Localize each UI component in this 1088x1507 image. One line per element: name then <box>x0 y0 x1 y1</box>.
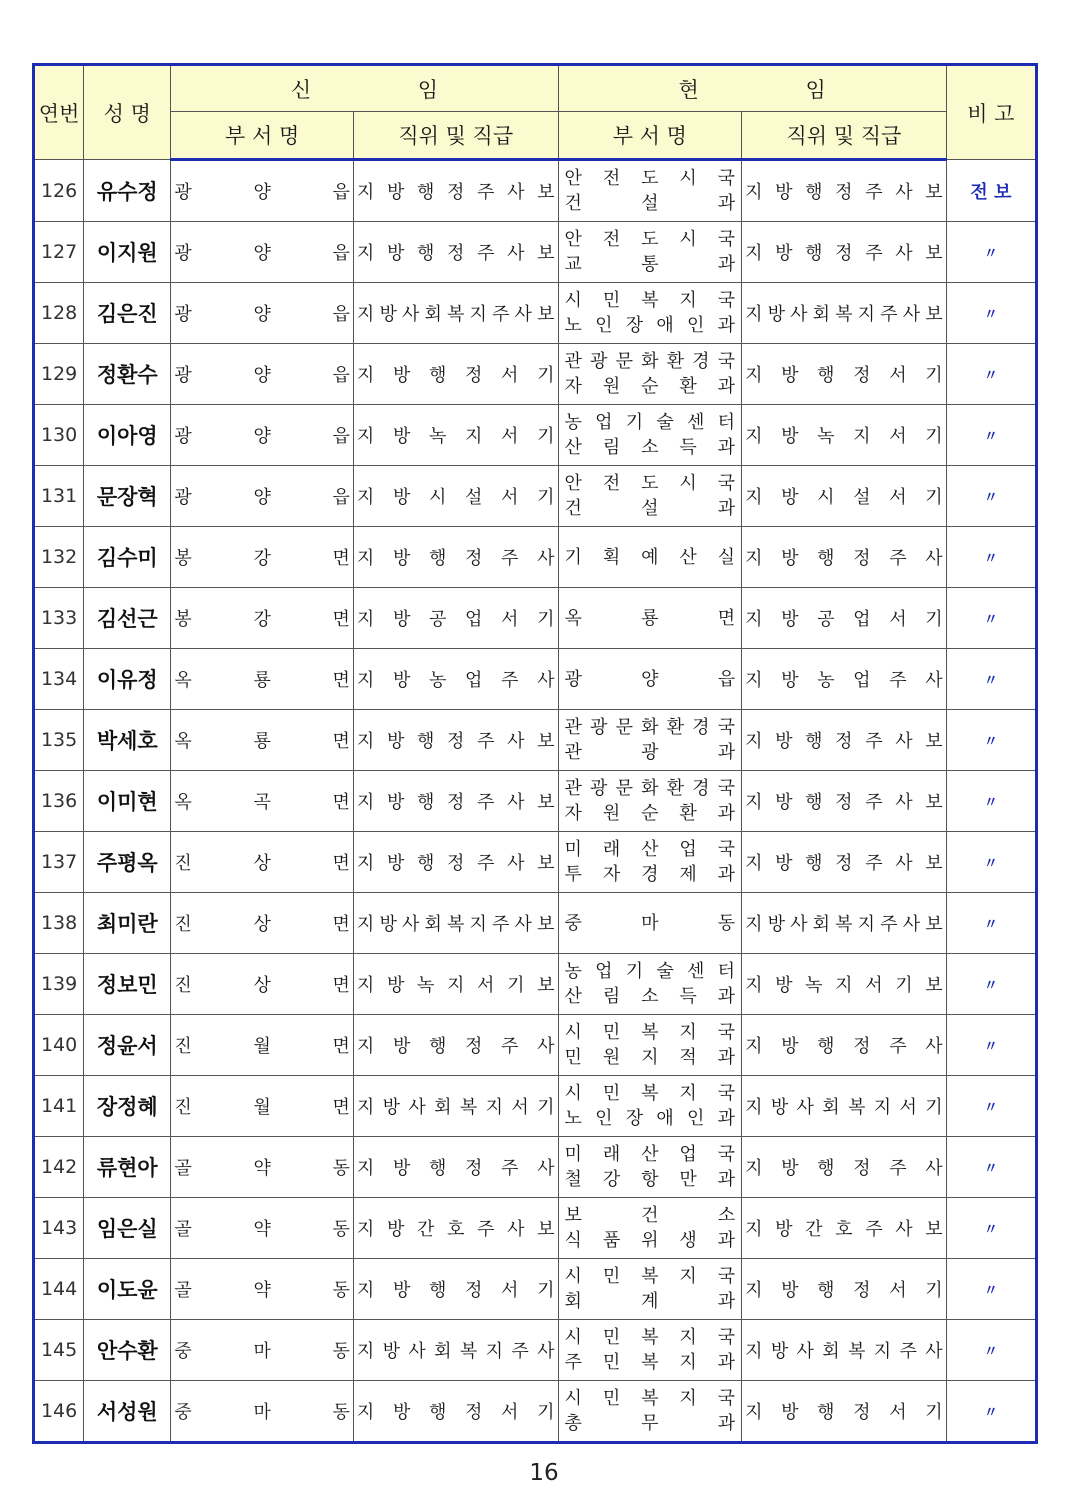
new-position: 지 방 간 호 주 사 보 <box>353 1198 558 1259</box>
current-department: 옥 룡 면 <box>558 588 742 649</box>
table-row <box>34 283 1037 344</box>
current-department: 기 획 예 산 실 <box>558 527 742 588</box>
header-new-dept: 부 서 명 <box>171 112 354 160</box>
new-department: 골 약 동 <box>171 1137 354 1198</box>
new-position: 지 방 녹 지 서 기 보 <box>353 954 558 1015</box>
header-no: 연번 <box>34 65 84 160</box>
person-name: 이미현 <box>84 771 171 832</box>
new-position: 지 방 행 정 주 사 보 <box>353 222 558 283</box>
table-row <box>34 710 1037 771</box>
current-department: 중 마 동 <box>558 893 742 954</box>
new-position: 지 방 사 회 복 지 주 사 보 <box>353 893 558 954</box>
current-position: 지 방 사 회 복 지 주 사 <box>742 1320 947 1381</box>
row-number: 146 <box>34 1381 84 1443</box>
current-department: 광 양 읍 <box>558 649 742 710</box>
note: 〃 <box>946 771 1036 832</box>
note: 〃 <box>946 710 1036 771</box>
current-position: 지 방 녹 지 서 기 보 <box>742 954 947 1015</box>
note: 〃 <box>946 1259 1036 1320</box>
header-current-dept: 부 서 명 <box>558 112 742 160</box>
row-number: 141 <box>34 1076 84 1137</box>
note: 〃 <box>946 1015 1036 1076</box>
note: 〃 <box>946 405 1036 466</box>
row-number: 129 <box>34 344 84 405</box>
current-position: 지 방 행 정 서 기 <box>742 344 947 405</box>
row-number: 127 <box>34 222 84 283</box>
new-position: 지 방 사 회 복 지 서 기 <box>353 1076 558 1137</box>
new-position: 지 방 행 정 주 사 <box>353 1137 558 1198</box>
table-row <box>34 771 1037 832</box>
person-name: 문장혁 <box>84 466 171 527</box>
current-department: 안 전 도 시 국 교 통 과 <box>558 222 742 283</box>
current-department: 안 전 도 시 국 건 설 과 <box>558 466 742 527</box>
person-name: 김선근 <box>84 588 171 649</box>
current-position: 지 방 행 정 주 사 <box>742 1015 947 1076</box>
note: 〃 <box>946 954 1036 1015</box>
current-position: 지 방 행 정 주 사 <box>742 1137 947 1198</box>
row-number: 131 <box>34 466 84 527</box>
table-row <box>34 1015 1037 1076</box>
table-row <box>34 344 1037 405</box>
current-position: 지 방 행 정 주 사 보 <box>742 222 947 283</box>
note: 〃 <box>946 344 1036 405</box>
new-department: 옥 룡 면 <box>171 649 354 710</box>
new-department: 광 양 읍 <box>171 160 354 222</box>
person-name: 이지원 <box>84 222 171 283</box>
new-department: 광 양 읍 <box>171 405 354 466</box>
current-position: 지 방 행 정 주 사 보 <box>742 710 947 771</box>
new-position: 지 방 행 정 주 사 보 <box>353 160 558 222</box>
table-row <box>34 649 1037 710</box>
new-department: 옥 룡 면 <box>171 710 354 771</box>
current-position: 지 방 녹 지 서 기 <box>742 405 947 466</box>
new-department: 광 양 읍 <box>171 222 354 283</box>
note: 〃 <box>946 222 1036 283</box>
header-note: 비 고 <box>946 65 1036 160</box>
new-department: 광 양 읍 <box>171 283 354 344</box>
table-row <box>34 954 1037 1015</box>
person-name: 류현아 <box>84 1137 171 1198</box>
row-number: 132 <box>34 527 84 588</box>
new-position: 지 방 행 정 서 기 <box>353 1259 558 1320</box>
row-number: 133 <box>34 588 84 649</box>
note: 〃 <box>946 588 1036 649</box>
row-number: 134 <box>34 649 84 710</box>
person-name: 주평옥 <box>84 832 171 893</box>
current-department: 미 래 산 업 국 투 자 경 제 과 <box>558 832 742 893</box>
note: 〃 <box>946 283 1036 344</box>
current-department: 시 민 복 지 국 민 원 지 적 과 <box>558 1015 742 1076</box>
note: 〃 <box>946 1381 1036 1443</box>
new-department: 진 상 면 <box>171 954 354 1015</box>
row-number: 140 <box>34 1015 84 1076</box>
table-row <box>34 1320 1037 1381</box>
current-department: 관 광 문 화 환 경 국 관 광 과 <box>558 710 742 771</box>
new-department: 광 양 읍 <box>171 466 354 527</box>
row-number: 143 <box>34 1198 84 1259</box>
person-name: 김은진 <box>84 283 171 344</box>
current-position: 지 방 사 회 복 지 서 기 <box>742 1076 947 1137</box>
table-row <box>34 527 1037 588</box>
new-department: 진 상 면 <box>171 893 354 954</box>
header-new-position: 직위 및 직급 <box>353 112 558 160</box>
row-number: 135 <box>34 710 84 771</box>
new-position: 지 방 녹 지 서 기 <box>353 405 558 466</box>
table-row <box>34 832 1037 893</box>
table-row <box>34 222 1037 283</box>
note: 전 보 <box>946 160 1036 222</box>
row-number: 139 <box>34 954 84 1015</box>
current-department: 시 민 복 지 국 주 민 복 지 과 <box>558 1320 742 1381</box>
current-department: 보 건 소 식 품 위 생 과 <box>558 1198 742 1259</box>
new-position: 지 방 공 업 서 기 <box>353 588 558 649</box>
current-position: 지 방 농 업 주 사 <box>742 649 947 710</box>
note: 〃 <box>946 1076 1036 1137</box>
current-position: 지 방 행 정 주 사 보 <box>742 771 947 832</box>
note: 〃 <box>946 832 1036 893</box>
person-name: 이유정 <box>84 649 171 710</box>
note: 〃 <box>946 893 1036 954</box>
new-position: 지 방 행 정 주 사 <box>353 527 558 588</box>
table-row <box>34 160 1037 222</box>
table-body <box>34 160 1037 1443</box>
new-position: 지 방 행 정 주 사 보 <box>353 832 558 893</box>
new-position: 지 방 시 설 서 기 <box>353 466 558 527</box>
new-position: 지 방 행 정 주 사 <box>353 1015 558 1076</box>
current-department: 시 민 복 지 국 노 인 장 애 인 과 <box>558 283 742 344</box>
new-department: 진 월 면 <box>171 1076 354 1137</box>
row-number: 138 <box>34 893 84 954</box>
new-department: 광 양 읍 <box>171 344 354 405</box>
current-department: 시 민 복 지 국 노 인 장 애 인 과 <box>558 1076 742 1137</box>
new-position: 지 방 행 정 서 기 <box>353 1381 558 1443</box>
current-position: 지 방 행 정 주 사 보 <box>742 832 947 893</box>
row-number: 136 <box>34 771 84 832</box>
person-name: 박세호 <box>84 710 171 771</box>
page-number: 16 <box>529 1460 559 1486</box>
current-position: 지 방 행 정 서 기 <box>742 1381 947 1443</box>
new-position: 지 방 농 업 주 사 <box>353 649 558 710</box>
current-position: 지 방 사 회 복 지 주 사 보 <box>742 283 947 344</box>
current-department: 농 업 기 술 센 터 산 림 소 득 과 <box>558 954 742 1015</box>
row-number: 144 <box>34 1259 84 1320</box>
table-row <box>34 588 1037 649</box>
current-department: 미 래 산 업 국 철 강 항 만 과 <box>558 1137 742 1198</box>
new-position: 지 방 사 회 복 지 주 사 보 <box>353 283 558 344</box>
current-position: 지 방 시 설 서 기 <box>742 466 947 527</box>
person-name: 김수미 <box>84 527 171 588</box>
current-department: 농 업 기 술 센 터 산 림 소 득 과 <box>558 405 742 466</box>
person-name: 유수정 <box>84 160 171 222</box>
row-number: 137 <box>34 832 84 893</box>
header-new: 신 임 <box>171 65 558 112</box>
row-number: 142 <box>34 1137 84 1198</box>
table-row <box>34 1381 1037 1443</box>
person-name: 장정혜 <box>84 1076 171 1137</box>
current-department: 관 광 문 화 환 경 국 자 원 순 환 과 <box>558 344 742 405</box>
current-position: 지 방 행 정 주 사 보 <box>742 160 947 222</box>
row-number: 130 <box>34 405 84 466</box>
current-department: 시 민 복 지 국 회 계 과 <box>558 1259 742 1320</box>
note: 〃 <box>946 1137 1036 1198</box>
new-department: 골 약 동 <box>171 1259 354 1320</box>
header-current: 현 임 <box>558 65 946 112</box>
new-department: 진 상 면 <box>171 832 354 893</box>
person-name: 정보민 <box>84 954 171 1015</box>
new-department: 봉 강 면 <box>171 527 354 588</box>
new-department: 옥 곡 면 <box>171 771 354 832</box>
header-name: 성 명 <box>84 65 171 160</box>
new-position: 지 방 행 정 주 사 보 <box>353 771 558 832</box>
person-name: 최미란 <box>84 893 171 954</box>
personnel-table <box>32 63 1038 1444</box>
new-department: 골 약 동 <box>171 1198 354 1259</box>
new-department: 진 월 면 <box>171 1015 354 1076</box>
note: 〃 <box>946 1320 1036 1381</box>
table-row <box>34 466 1037 527</box>
new-position: 지 방 사 회 복 지 주 사 <box>353 1320 558 1381</box>
person-name: 이도윤 <box>84 1259 171 1320</box>
new-department: 중 마 동 <box>171 1320 354 1381</box>
note: 〃 <box>946 466 1036 527</box>
current-department: 시 민 복 지 국 총 무 과 <box>558 1381 742 1443</box>
current-department: 관 광 문 화 환 경 국 자 원 순 환 과 <box>558 771 742 832</box>
personnel-table-container <box>32 63 1038 1434</box>
current-position: 지 방 행 정 서 기 <box>742 1259 947 1320</box>
new-position: 지 방 행 정 주 사 보 <box>353 710 558 771</box>
person-name: 정윤서 <box>84 1015 171 1076</box>
table-row <box>34 405 1037 466</box>
row-number: 126 <box>34 160 84 222</box>
new-position: 지 방 행 정 서 기 <box>353 344 558 405</box>
current-position: 지 방 사 회 복 지 주 사 보 <box>742 893 947 954</box>
current-position: 지 방 간 호 주 사 보 <box>742 1198 947 1259</box>
current-position: 지 방 공 업 서 기 <box>742 588 947 649</box>
person-name: 이아영 <box>84 405 171 466</box>
new-department: 중 마 동 <box>171 1381 354 1443</box>
current-department: 안 전 도 시 국 건 설 과 <box>558 160 742 222</box>
person-name: 서성원 <box>84 1381 171 1443</box>
table-row <box>34 1076 1037 1137</box>
row-number: 145 <box>34 1320 84 1381</box>
note: 〃 <box>946 527 1036 588</box>
table-row <box>34 1259 1037 1320</box>
person-name: 정환수 <box>84 344 171 405</box>
person-name: 임은실 <box>84 1198 171 1259</box>
note: 〃 <box>946 649 1036 710</box>
person-name: 안수환 <box>84 1320 171 1381</box>
note: 〃 <box>946 1198 1036 1259</box>
table-row <box>34 1198 1037 1259</box>
current-position: 지 방 행 정 주 사 <box>742 527 947 588</box>
row-number: 128 <box>34 283 84 344</box>
new-department: 봉 강 면 <box>171 588 354 649</box>
header-current-position: 직위 및 직급 <box>742 112 947 160</box>
table-row <box>34 893 1037 954</box>
table-row <box>34 1137 1037 1198</box>
